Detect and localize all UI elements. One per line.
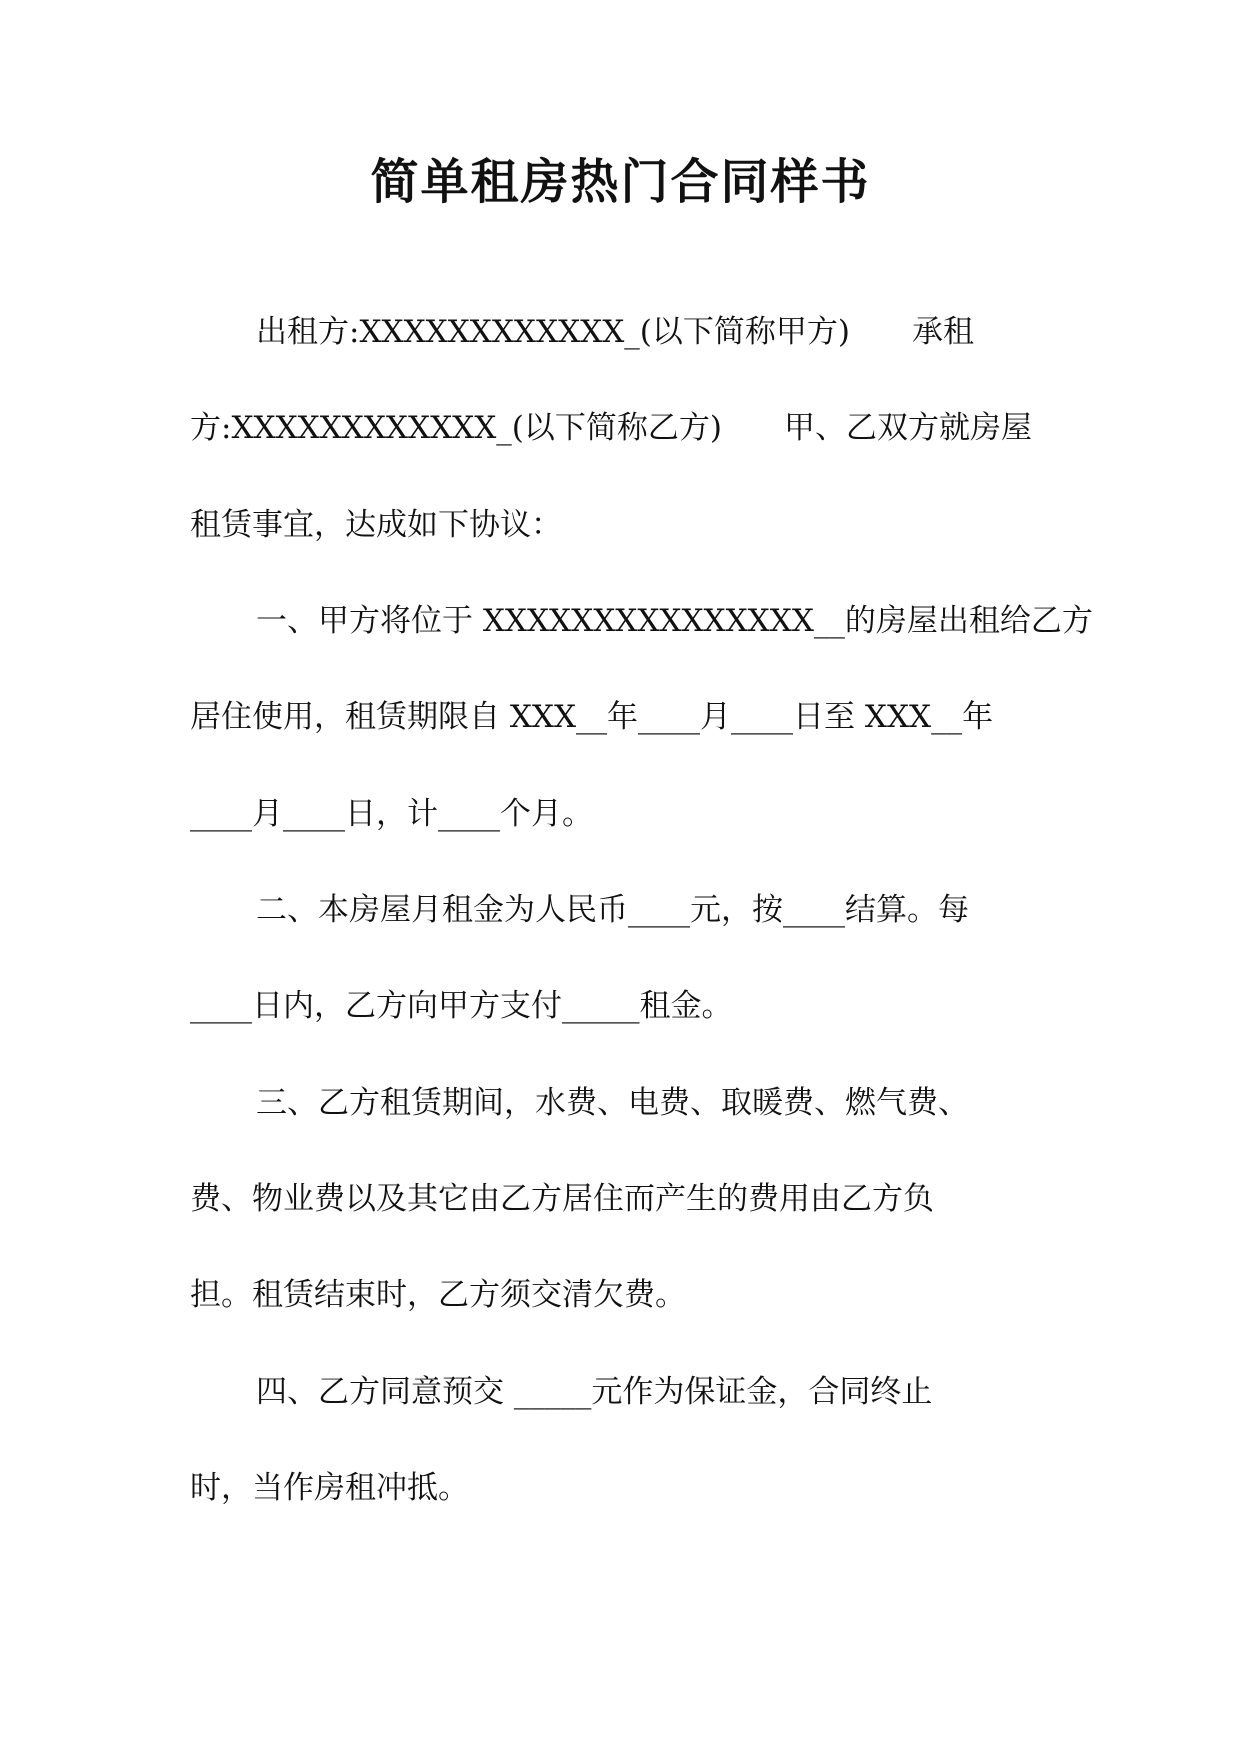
paragraph-line: 二、本房屋月租金为人民币____元，按____结算。每 bbox=[256, 892, 969, 928]
paragraph-line: 费、物业费以及其它由乙方居住而产生的费用由乙方负 bbox=[190, 1181, 934, 1217]
paragraph-line: ____月____日，计____个月。 bbox=[190, 796, 593, 832]
paragraph-line: 三、乙方租赁期间，水费、电费、取暖费、燃气费、 bbox=[256, 1085, 969, 1121]
paragraph-line: 一、甲方将位于 XXXXXXXXXXXXXXX__的房屋出租给乙方 bbox=[256, 603, 1093, 639]
paragraph-line: 出租方:XXXXXXXXXXXX_(以下简称甲方) 承租 bbox=[256, 314, 974, 350]
paragraph-line: 居住使用，租赁期限自 XXX__年____月____日至 XXX__年 bbox=[190, 699, 994, 735]
document-title: 简单租房热门合同样书 bbox=[370, 154, 871, 210]
paragraph-line: 时，当作房租冲抵。 bbox=[190, 1470, 469, 1506]
paragraph-line: ____日内，乙方向甲方支付_____租金。 bbox=[190, 988, 733, 1024]
paragraph-line: 租赁事宜，达成如下协议： bbox=[190, 507, 562, 543]
paragraph-line: 四、乙方同意预交 _____元作为保证金，合同终止 bbox=[256, 1374, 933, 1410]
paragraph-line: 担。租赁结束时，乙方须交清欠费。 bbox=[190, 1277, 686, 1313]
paragraph-line: 方:XXXXXXXXXXXX_(以下简称乙方) 甲、乙双方就房屋 bbox=[190, 410, 1032, 446]
